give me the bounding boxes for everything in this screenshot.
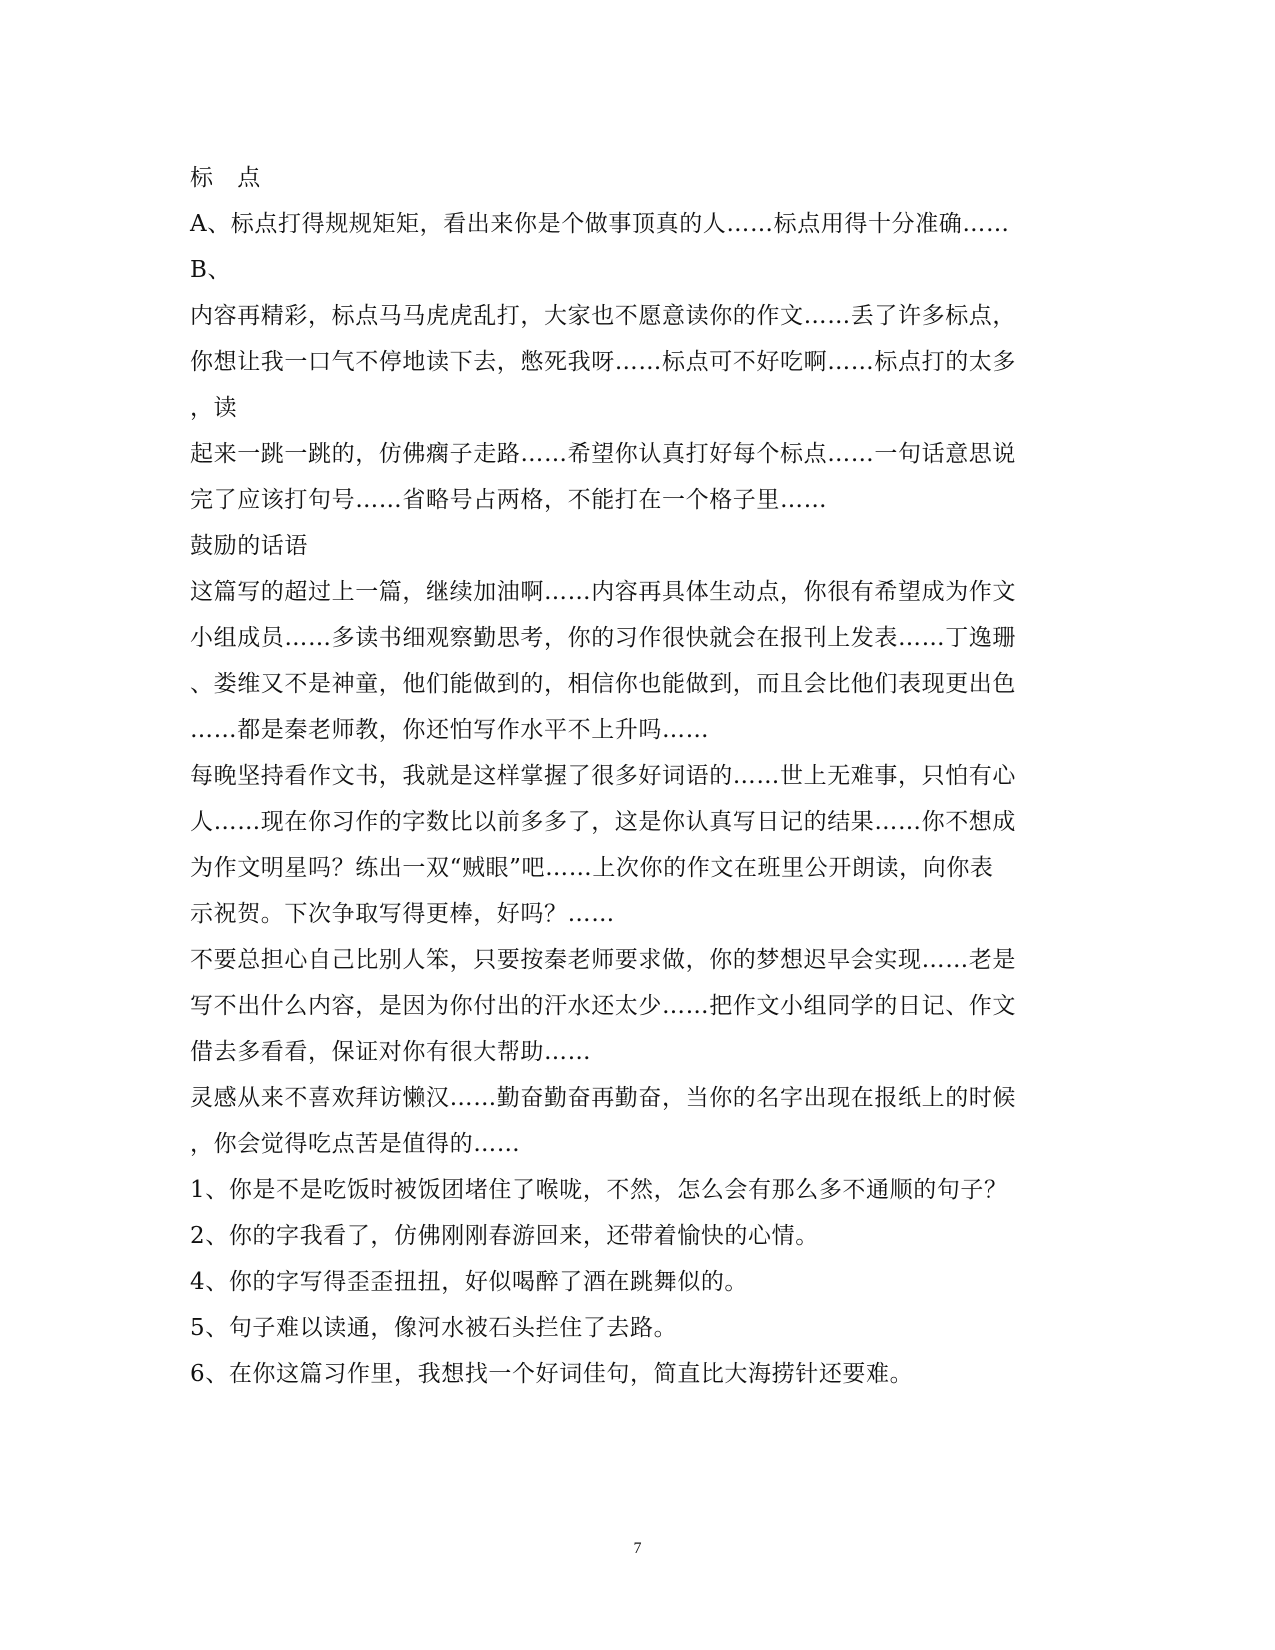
text-line: 每晚坚持看作文书，我就是这样掌握了很多好词语的……世上无难事，只怕有心 [190,763,1016,789]
text-line: 起来一跳一跳的，仿佛瘸子走路……希望你认真打好每个标点……一句话意思说 [190,441,1016,467]
text-line: 示祝贺。下次争取写得更棒，好吗？…… [190,901,615,927]
list-item: 1、你是不是吃饭时被饭团堵住了喉咙，不然，怎么会有那么多不通顺的句子？ [190,1177,1008,1203]
section-heading-punctuation: 标 点 [190,165,261,191]
text-line: 内容再精彩，标点马马虎虎乱打，大家也不愿意读你的作文……丢了许多标点， [190,303,1016,329]
text-line: 为作文明星吗？练出一双“贼眼”吧……上次你的作文在班里公开朗读，向你表 [190,855,994,881]
list-item: 5、句子难以读通，像河水被石头拦住了去路。 [190,1315,678,1341]
text-line: B、 [190,257,232,283]
list-item: 2、你的字我看了，仿佛刚刚春游回来，还带着愉快的心情。 [190,1223,819,1249]
text-line: 灵感从来不喜欢拜访懒汉……勤奋勤奋再勤奋，当你的名字出现在报纸上的时候 [190,1085,1016,1111]
text-line: ，你会觉得吃点苦是值得的…… [190,1131,521,1157]
text-line: 写不出什么内容，是因为你付出的汗水还太少……把作文小组同学的日记、作文 [190,993,1016,1019]
text-line: 完了应该打句号……省略号占两格，不能打在一个格子里…… [190,487,828,513]
text-line: A、标点打得规规矩矩，看出来你是个做事顶真的人……标点用得十分准确…… [190,211,1010,237]
list-item: 4、你的字写得歪歪扭扭，好似喝醉了酒在跳舞似的。 [190,1269,749,1295]
text-line: ……都是秦老师教，你还怕写作水平不上升吗…… [190,717,710,743]
text-line: ，读 [190,395,238,421]
text-line: 借去多看看，保证对你有很大帮助…… [190,1039,592,1065]
text-line: 小组成员……多读书细观察勤思考，你的习作很快就会在报刊上发表……丁逸珊 [190,625,1016,651]
text-line: 这篇写的超过上一篇，继续加油啊……内容再具体生动点，你很有希望成为作文 [190,579,1016,605]
text-line: 人……现在你习作的字数比以前多多了，这是你认真写日记的结果……你不想成 [190,809,1016,835]
text-line: 不要总担心自己比别人笨，只要按秦老师要求做，你的梦想迟早会实现……老是 [190,947,1016,973]
text-line: 你想让我一口气不停地读下去，憋死我呀……标点可不好吃啊……标点打的太多 [190,349,1016,375]
text-line: 、娄维又不是神童，他们能做到的，相信你也能做到，而且会比他们表现更出色 [190,671,1016,697]
section-heading-encouragement: 鼓励的话语 [190,533,308,559]
list-item: 6、在你这篇习作里，我想找一个好词佳句，简直比大海捞针还要难。 [190,1361,914,1387]
page-number: 7 [633,1540,642,1557]
